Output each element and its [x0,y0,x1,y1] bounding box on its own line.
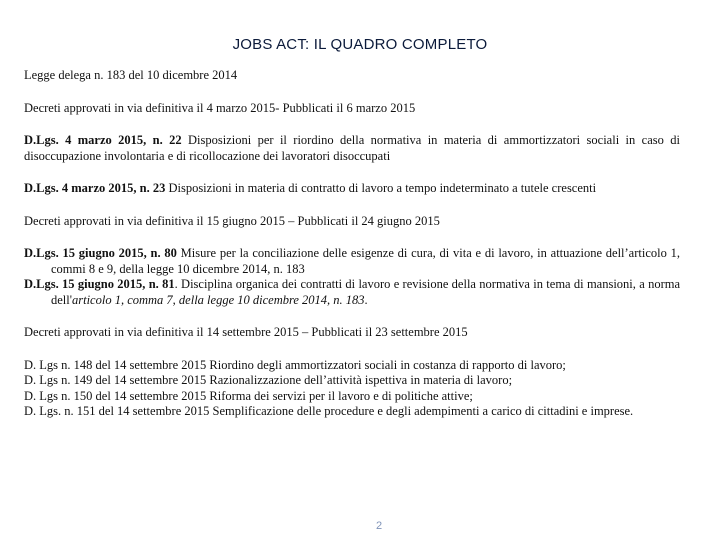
decree-ref: D.Lgs. 15 giugno 2015, n. 80 [24,246,177,260]
decree-149 [24,373,680,389]
decree-ref: D. Lgs. n. 151 del 14 settembre 2015 [24,404,210,418]
decree-text-italic: articolo 1, comma 7, della legge 10 dicembre 2014, n. 183 [72,292,365,307]
decree-ref: D. Lgs n. 148 del 14 settembre 2015 [24,357,207,372]
decree-81 [24,277,680,308]
decree-ref: D.Lgs. 15 giugno 2015, n. 81 [24,277,175,291]
section-heading-september: Decreti approvati in via definitiva il 14 settembre 2015 – Pubblicati il 23 settembre 2015 [24,325,468,339]
decree-text: Riforma dei servizi per il lavoro e di politiche attive; [206,388,473,403]
section-heading-june: Decreti approvati in via definitiva il 15 giugno 2015 – Pubblicati il 24 giugno 2015 [24,213,440,228]
decree-ref: D.Lgs. 4 marzo 2015, n. 23 [24,181,166,195]
decree-22 [24,133,680,164]
september-decrees [24,358,680,420]
decree-text: . Disciplina organica dei contratti di lavoro e revisione della normativa in tema di mansioni, a norma dell' [51,277,680,307]
decree-text: Disposizioni per il riordino della normativa in materia di ammortizzatori sociali in caso di disoccupazione involontaria e di ricollocazione dei lavoratori disoccupati [24,133,680,163]
decree-text: Misure per la conciliazione delle esigenze di cura, di vita e di lavoro, in attuazione dell’articolo 1, commi 8 e 9, della legge 10 dicembre 2014, n. 183 [51,246,681,276]
decree-text: Semplificazione delle procedure e degli adempimenti a carico di cittadini e imprese. [209,404,634,418]
decree-ref: D.Lgs. 4 marzo 2015, n. 22 [24,133,182,147]
page-title: JOBS ACT: IL QUADRO COMPLETO [232,36,488,53]
june-decrees [24,246,680,308]
section-heading-march: Decreti approvati in via definitiva il 4 marzo 2015- Pubblicati il 6 marzo 2015 [24,100,416,115]
decree-148 [24,358,680,374]
decree-text: Disposizioni in materia di contratto di lavoro a tempo indeterminato a tutele crescenti [165,181,597,195]
decree-80 [24,246,680,277]
decree-ref: D. Lgs n. 150 del 14 settembre 2015 [24,388,207,403]
legge-delega: Legge delega n. 183 del 10 dicembre 2014 [24,68,238,82]
decree-151 [24,404,680,420]
decree-text: Razionalizzazione dell’attività ispettiva in materia di lavoro; [206,373,513,387]
decree-text: Riordino degli ammortizzatori sociali in costanza di rapporto di lavoro; [206,357,566,372]
decree-23 [24,181,680,197]
decree-150 [24,389,680,405]
decree-text-tail: . [364,292,368,307]
document-body [24,68,680,420]
decree-ref: D. Lgs n. 149 del 14 settembre 2015 [24,373,207,387]
page-number: 2 [375,520,383,532]
